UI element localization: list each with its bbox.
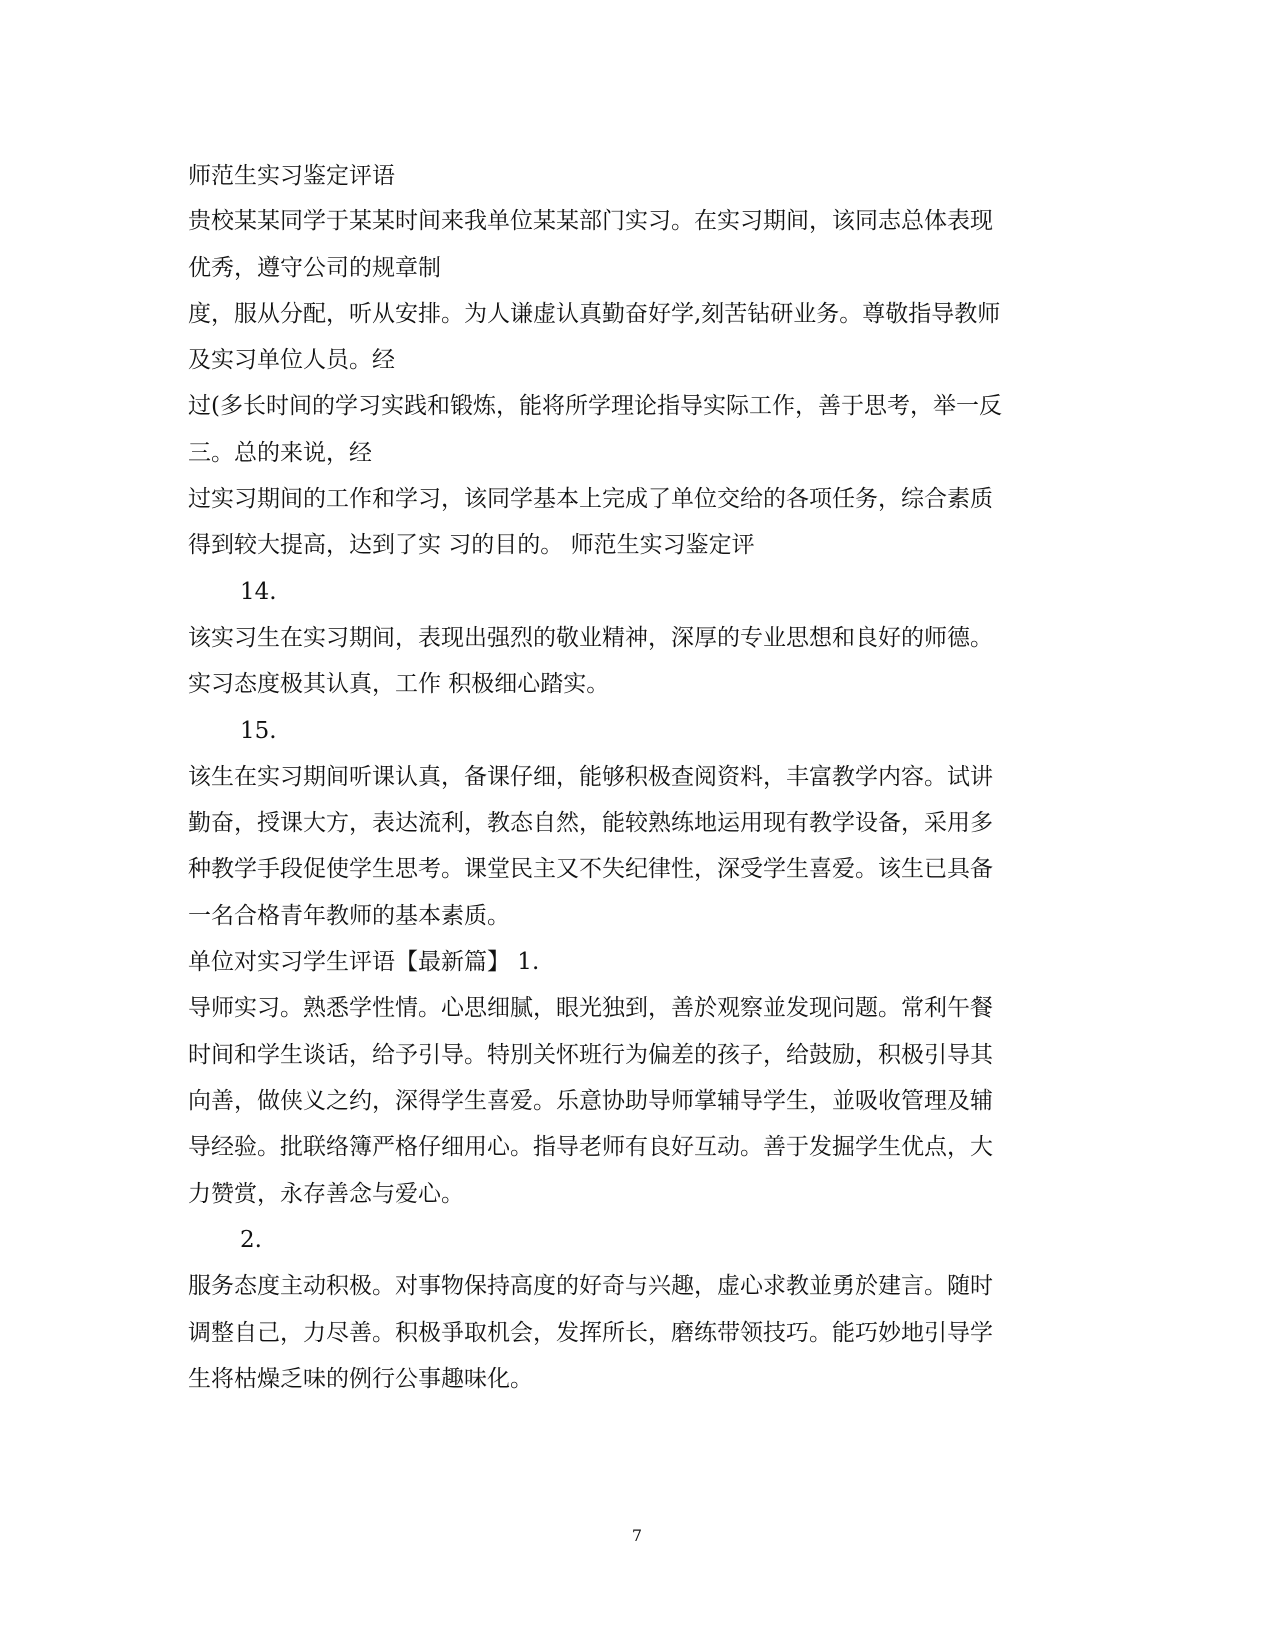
text-line: 贵校某某同学于某某时间来我单位某某部门实习。在实习期间，该同志总体表现 — [188, 208, 993, 234]
item-number: 14. — [240, 579, 277, 605]
item-number: 15. — [240, 718, 277, 744]
text-line: 三。总的来说，经 — [188, 440, 372, 466]
text-line: 调整自己，力尽善。积极爭取机会，发挥所长，磨练带领技巧。能巧妙地引导学 — [188, 1320, 993, 1346]
text-line: 该生在实习期间听课认真，备课仔细，能够积极查阅资料，丰富教学内容。试讲 — [188, 764, 993, 790]
text-line: 导经验。批联络簿严格仔细用心。指导老师有良好互动。善于发掘学生优点，大 — [188, 1134, 993, 1160]
text-line: 得到较大提高，达到了实 习的目的。 师范生实习鉴定评 — [188, 532, 755, 558]
text-line: 一名合格青年教师的基本素质。 — [188, 903, 510, 929]
text-line: 及实习单位人员。经 — [188, 347, 395, 373]
text-line: 优秀，遵守公司的规章制 — [188, 255, 441, 281]
text-line: 时间和学生谈话，给予引导。特別关怀班行为偏差的孩子，给鼓励，积极引导其 — [188, 1042, 993, 1068]
text-line: 过(多长时间的学习实践和锻炼，能将所学理论指导实际工作，善于思考，举一反 — [188, 393, 1002, 419]
text-line: 力赞赏，永存善念与爱心。 — [188, 1181, 464, 1207]
section-heading: 单位对实习学生评语【最新篇】 1. — [188, 949, 540, 975]
text-line: 实习态度极其认真，工作 积极细心踏实。 — [188, 671, 610, 697]
document-title: 师范生实习鉴定评语 — [188, 163, 395, 189]
text-line: 导师实习。熟悉学性情。心思细腻，眼光独到，善於观察並发现问题。常利午餐 — [188, 995, 993, 1021]
text-line: 勤奋，授课大方，表达流利，教态自然，能较熟练地运用现有教学设备，采用多 — [188, 810, 993, 836]
item-number: 2. — [240, 1227, 262, 1253]
text-line: 过实习期间的工作和学习，该同学基本上完成了单位交给的各项任务，综合素质 — [188, 486, 993, 512]
text-line: 种教学手段促使学生思考。课堂民主又不失纪律性，深受学生喜爱。该生已具备 — [188, 856, 993, 882]
text-line: 向善，做侠义之约，深得学生喜爱。乐意协助导师掌辅导学生，並吸收管理及辅 — [188, 1088, 993, 1114]
text-line: 该实习生在实习期间，表现出强烈的敬业精神，深厚的专业思想和良好的师德。 — [188, 625, 993, 651]
text-line: 生将枯燥乏味的例行公事趣味化。 — [188, 1366, 533, 1392]
text-line: 服务态度主动积极。对事物保持高度的好奇与兴趣，虚心求教並勇於建言。随时 — [188, 1273, 993, 1299]
page-number: 7 — [631, 1526, 643, 1545]
text-line: 度，服从分配，听从安排。为人谦虚认真勤奋好学,刻苦钻研业务。尊敬指导教师 — [188, 301, 1001, 327]
